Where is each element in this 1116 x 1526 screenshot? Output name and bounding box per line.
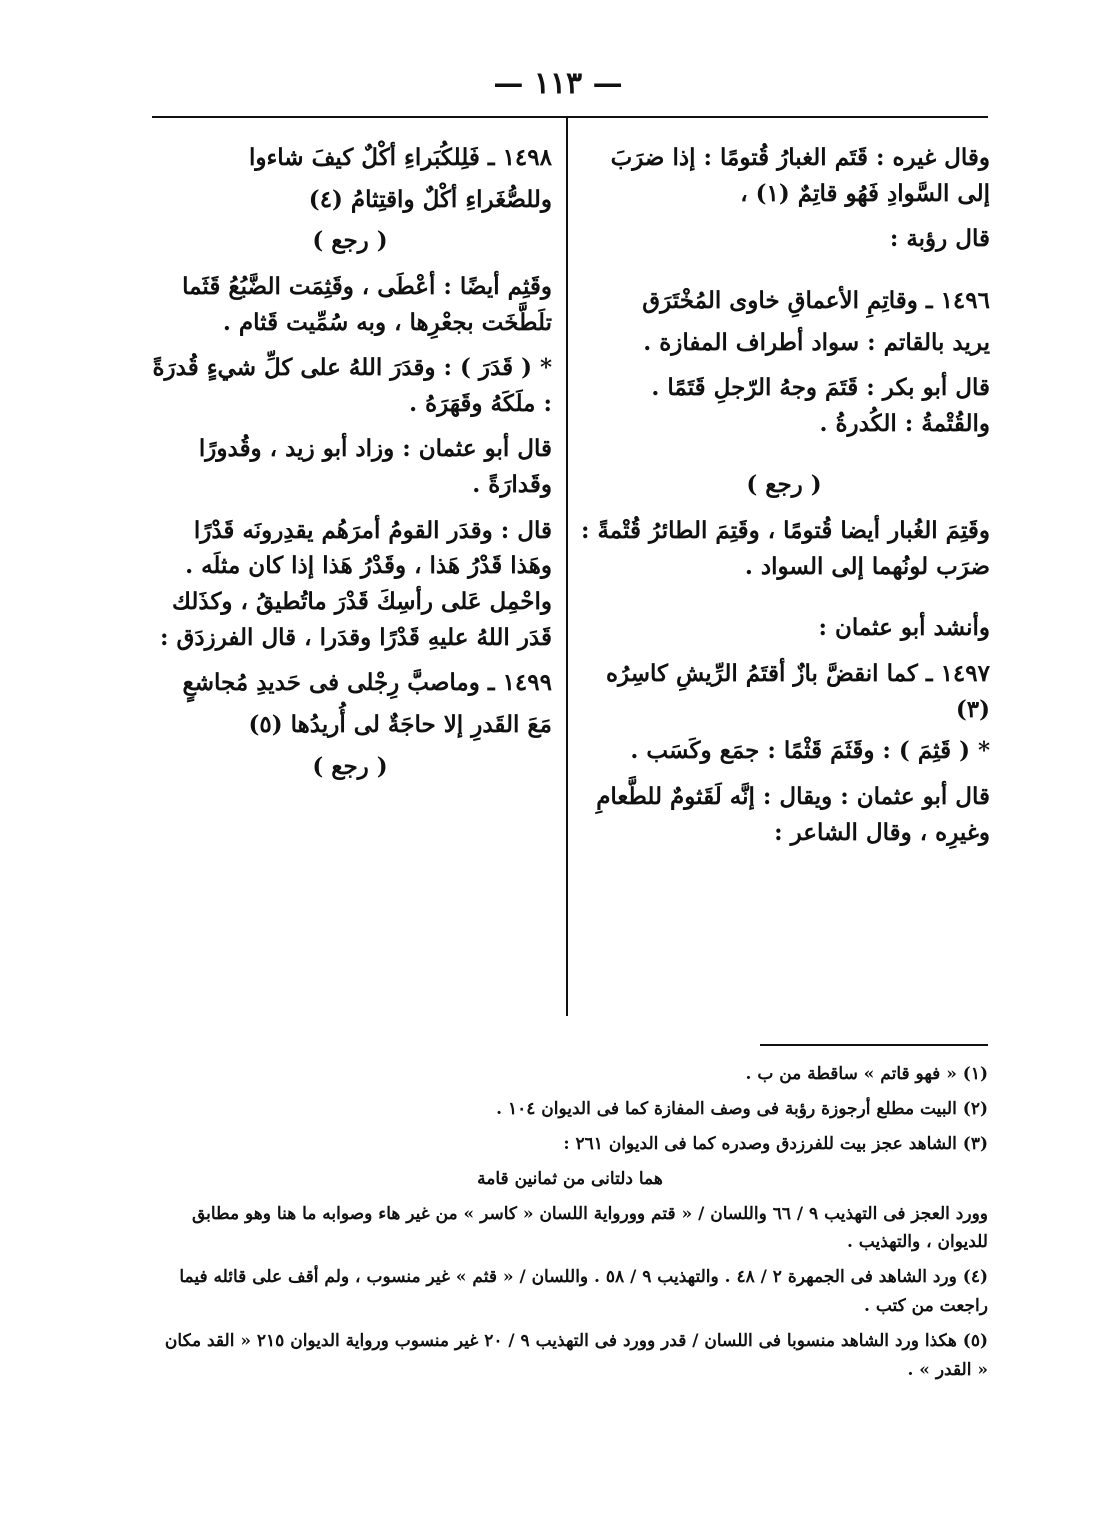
section-marker: ( رجع ) [312,227,388,255]
footnote-4: (٤) ورد الشاهد فى الجمهرة ٢ / ٤٨ . والتهذيب ٩ / ٥٨ . واللسان / « قثم » غير منسوب ، ولم أقف على قائله فيما راجعت من كتب . [179,1267,988,1317]
section-marker: ( رجع ) [746,471,822,499]
paragraph: يريد بالقاتم : سواد أطراف المفازة . [643,328,990,356]
verse-1498-second-hemistich: وللصُّغَراءِ أكْلٌ واقتِثامُ (٤) [308,185,552,213]
footnote-3-continued: وورد العجز فى التهذيب ٩ / ٦٦ واللسان / « قتم وورواية اللسان « كاسر » من غير هاء وصوابه ما هنا وهو مطابق للديوان ، والتهذيب . [191,1203,988,1253]
footnote-rule [760,1044,988,1046]
right-column [578,140,990,860]
paragraph: وقَثِم أيضًا : أعْطَى ، وقَثِمَت الضَّبُعُ قَثَما تلَطَّخَت بجعْرِها ، وبه سُمِّيت قَثام . [182,272,552,336]
column-divider [566,118,568,1016]
entry-heading: * ( قَثِمَ ) : وقَثَمَ قَثْمًا : جمَع وكَسَب . [630,737,990,765]
page-number: — ١١٣ — [493,66,623,101]
verse-1497: ١٤٩٧ ـ كما انقضَّ بازٌ أقتَمُ الرِّيشِ كاسِرُه (٣) [606,660,990,723]
paragraph: وأنشد أبو عثمان : [818,614,990,642]
header-rule [152,116,988,118]
footnote-2: (٢) البيت مطلع أرجوزة رؤبة فى وصف المفازة كما فى الديوان ١٠٤ . [496,1098,988,1119]
verse-1496: ١٤٩٦ ـ وقاتِمِ الأعماقِ خاوى المُخْتَرَق [642,286,990,314]
verse-1499: ١٤٩٩ ـ وماصبَّ رِجْلى فى حَديدِ مُجاشعٍ [182,669,552,697]
paragraph: قال أبو عثمان : وزاد أبو زيد ، وقُدورًا وقَدارَةً . [198,435,552,499]
verse-1498: ١٤٩٨ ـ فَلِلكُبَراءِ أكْلٌ كيفَ شاءوا [248,144,552,171]
section-marker: ( رجع ) [312,752,388,780]
paragraph: قال أبو عثمان : ويقال : إنَّه لَقَثومٌ للطَّعامِ وغيرِه ، وقال الشاعر : [596,782,990,846]
paragraph: وقال غيره : قَتَم الغبارُ قُتومًا : إذا ضرَبَ إلى السَّوادِ فَهُو قاتِمٌ (١) ، [610,144,990,207]
footnote-1: (١) « فهو قاتم » ساقطة من ب . [745,1064,988,1084]
paragraph: قال أبو بكر : قَتَمَ وجهُ الرّجلِ قَتَمًا . والقُتْمةُ : الكُدرةُ . [651,374,990,437]
footnote-3: (٣) الشاهد عجز بيت للفرزدق وصدره كما فى الديوان ٢٦١ : [563,1133,988,1154]
paragraph: قال رؤبة : [889,225,990,253]
left-column [148,140,552,794]
paragraph: وقَتِمَ الغُبار أيضا قُتومًا ، وقَتِمَ الطائرُ قُتْمةً : ضرَب لونُهما إلى السواد . [580,517,990,580]
paragraph: قال : وقدَر القومُ أمرَهُم يقدِرونَه قَدْرًا وهَذا قَدْرُ هَذا ، وقَدْرُ هَذا إذا كان مثلَه . واحْمِل عَلى رأسِكَ قَدْرَ ماتُطيقُ ، وكذَلك قَدَر اللهُ عليهِ قَدْرًا وقدَرا ، قال الفرزدَق : [160,516,552,651]
footnote-3-verse: هما دلتانى من ثمانين قامة [477,1168,663,1189]
footnote-5: (٥) هكذا ورد الشاهد منسوبا فى اللسان / قدر وورد فى التهذيب ٩ / ٢٠ غير منسوب ورواية الديوان ٢١٥ « القد مكان « القدر » . [164,1331,988,1381]
footnotes [152,1060,988,1391]
verse-1499-second-hemistich: مَعَ القَدرِ إلا حاجَةٌ لى أُريدُها (٥) [248,710,552,738]
entry-heading: * ( قَدَرَ ) : وقدَرَ اللهُ على كلِّ شيءٍ قُدرَةً : ملَكَهُ وقَهَرَهُ . [152,354,552,417]
